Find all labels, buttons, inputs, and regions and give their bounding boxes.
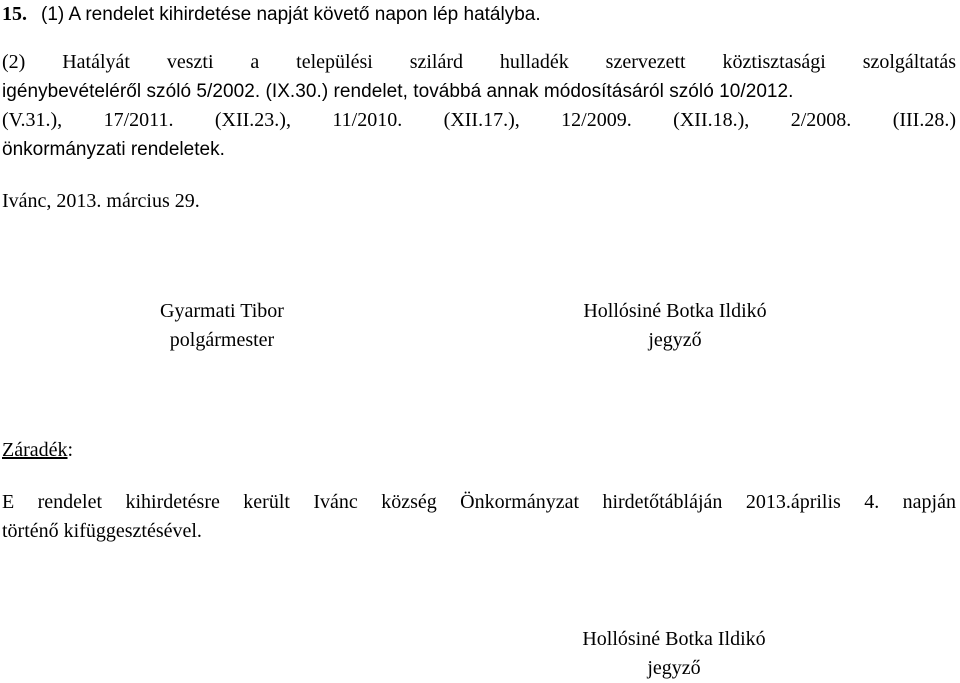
place-date: Ivánc, 2013. március 29. <box>2 190 200 212</box>
signature-left-name: Gyarmati Tibor <box>160 300 284 322</box>
signature-right <box>560 297 790 355</box>
clause-heading: Záradék <box>2 439 68 461</box>
final-signature-title: jegyző <box>647 657 701 679</box>
signature-right-title: jegyző <box>648 329 702 351</box>
clause-line-2: történő kifüggesztésével. <box>2 520 202 542</box>
clause-heading-line <box>2 436 73 465</box>
paragraph-2-line-1: (2) Hatályát veszti a települési szilárd hulladék szervezett köztisztasági szolgáltatás <box>2 51 956 73</box>
signature-left <box>110 297 334 355</box>
section-15-paragraph-1 <box>2 0 541 29</box>
section-number: 15. <box>2 3 27 25</box>
paragraph-2-line-3: (V.31.), 17/2011. (XII.23.), 11/2010. (XII.17.), 12/2009. (XII.18.), 2/2008. (III.28.) <box>2 109 956 131</box>
signature-right-name: Hollósiné Botka Ildikó <box>583 300 767 322</box>
clause-line-1: E rendelet kihirdetésre került Ivánc község Önkormányzat hirdetőtábláján 2013.április 4. napján <box>2 491 956 513</box>
final-signature-name: Hollósiné Botka Ildikó <box>582 628 766 650</box>
paragraph-2-line-2: igénybevételéről szóló 5/2002. (IX.30.) rendelet, továbbá annak módosításáról szóló 10/2012. <box>2 81 794 102</box>
final-signature <box>556 625 792 683</box>
signature-left-title: polgármester <box>169 329 275 351</box>
paragraph-2-line-4: önkormányzati rendeletek. <box>2 139 225 160</box>
paragraph-1-text: (1) A rendelet kihirdetése napját követő napon lép hatályba. <box>41 4 541 25</box>
clause-heading-colon: : <box>67 439 74 461</box>
